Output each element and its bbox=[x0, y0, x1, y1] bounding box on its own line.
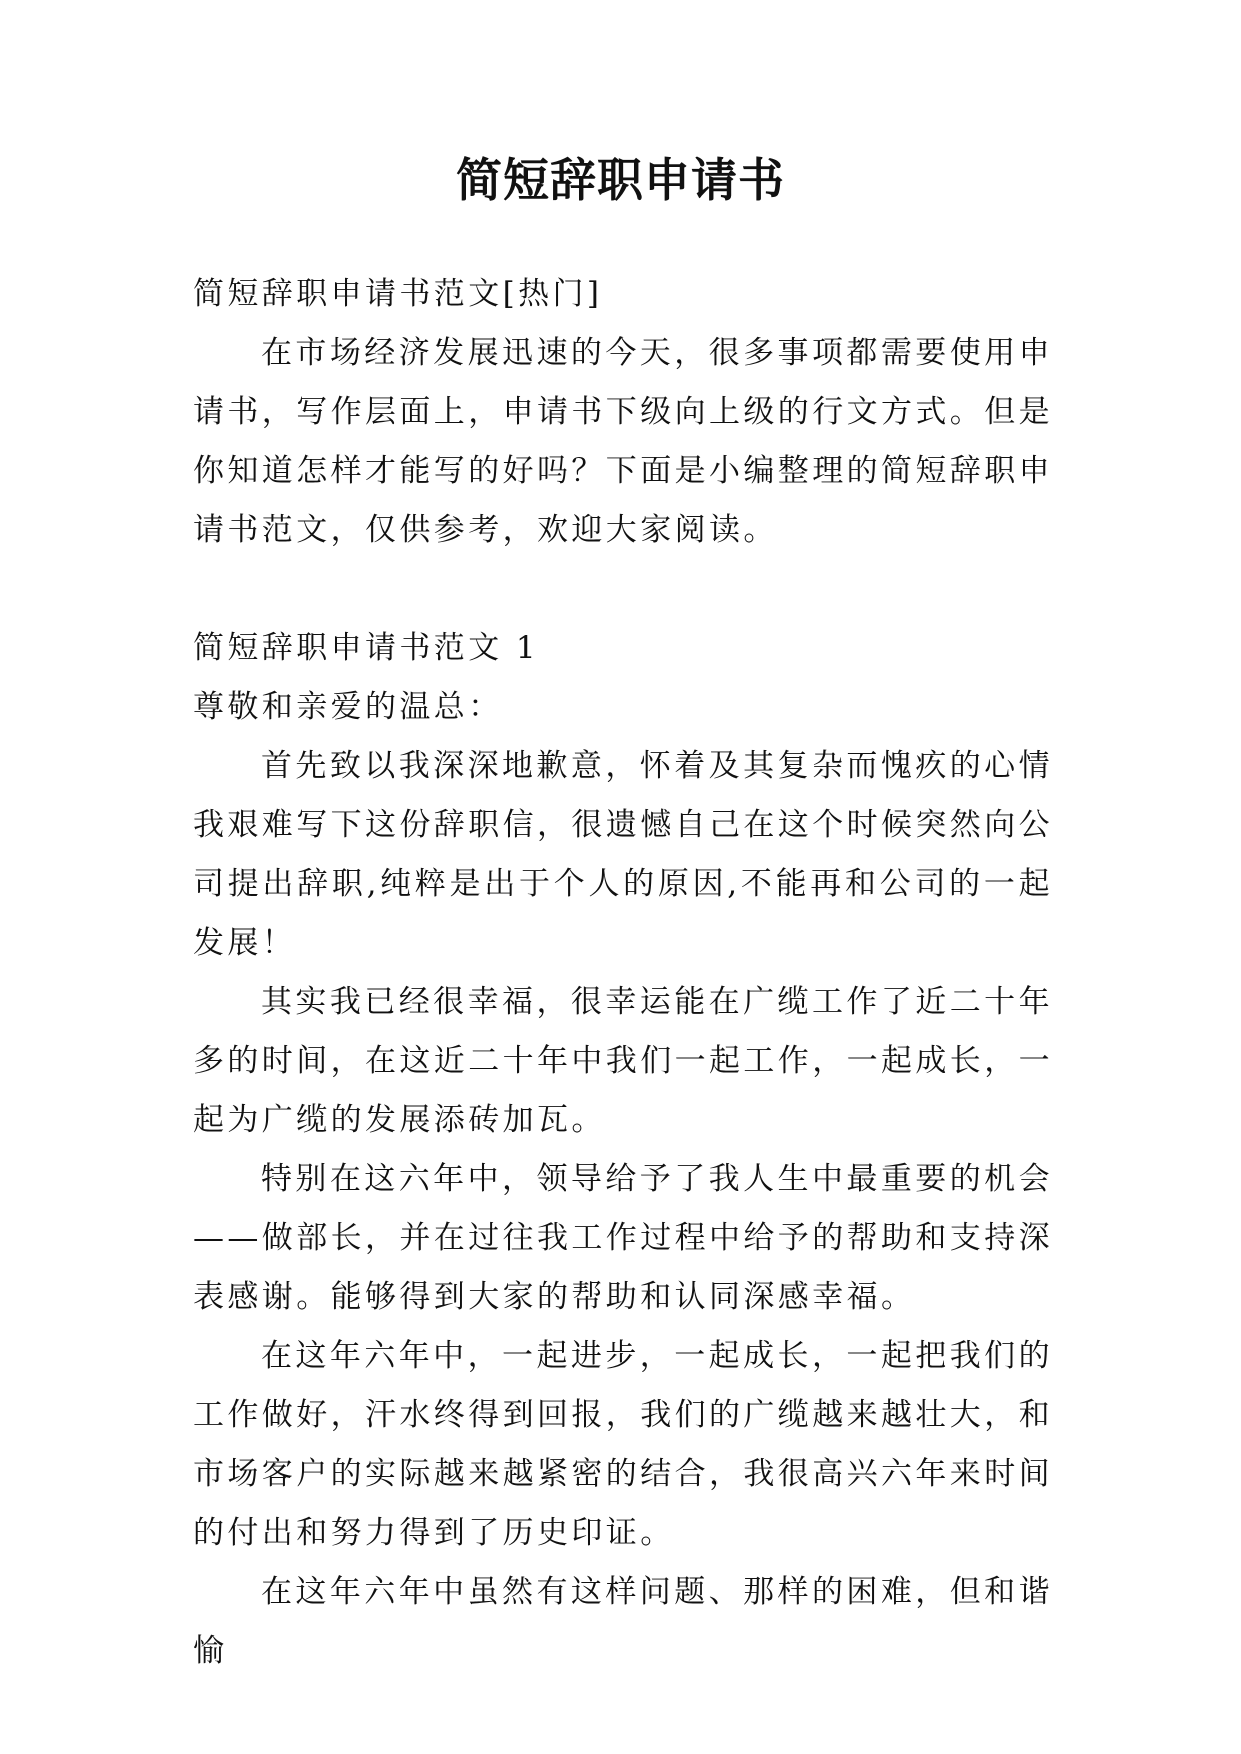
subtitle: 简短辞职申请书范文[热门] bbox=[193, 276, 603, 312]
document-body bbox=[193, 265, 1053, 1681]
intro-paragraph: 在市场经济发展迅速的今天，很多事项都需要使用申请书，写作层面上，申请书下级向上级的行文方式。但是你知道怎样才能写的好吗？下面是小编整理的简短辞职申请书范文，仅供参考，欢迎大家阅读。 bbox=[193, 335, 1053, 548]
salutation: 尊敬和亲爱的温总： bbox=[193, 689, 503, 725]
document-title: 简短辞职申请书 bbox=[456, 153, 785, 207]
body-paragraph-1: 首先致以我深深地歉意，怀着及其复杂而愧疚的心情我艰难写下这份辞职信，很遗憾自己在这个时候突然向公司提出辞职,纯粹是出于个人的原因,不能再和公司的一起发展！ bbox=[193, 748, 1053, 961]
body-paragraph-2: 其实我已经很幸福，很幸运能在广缆工作了近二十年多的时间，在这近二十年中我们一起工作，一起成长，一起为广缆的发展添砖加瓦。 bbox=[193, 984, 1053, 1138]
body-paragraph-3: 特别在这六年中，领导给予了我人生中最重要的机会——做部长，并在过往我工作过程中给予的帮助和支持深表感谢。能够得到大家的帮助和认同深感幸福。 bbox=[193, 1161, 1053, 1315]
body-paragraph-4: 在这年六年中，一起进步，一起成长，一起把我们的工作做好，汗水终得到回报，我们的广缆越来越壮大，和市场客户的实际越来越紧密的结合，我很高兴六年来时间的付出和努力得到了历史印证。 bbox=[193, 1338, 1053, 1551]
body-paragraph-5: 在这年六年中虽然有这样问题、那样的困难，但和谐愉 bbox=[193, 1574, 1053, 1669]
section-heading: 简短辞职申请书范文 1 bbox=[193, 630, 539, 666]
paragraph-gap bbox=[193, 560, 1053, 619]
